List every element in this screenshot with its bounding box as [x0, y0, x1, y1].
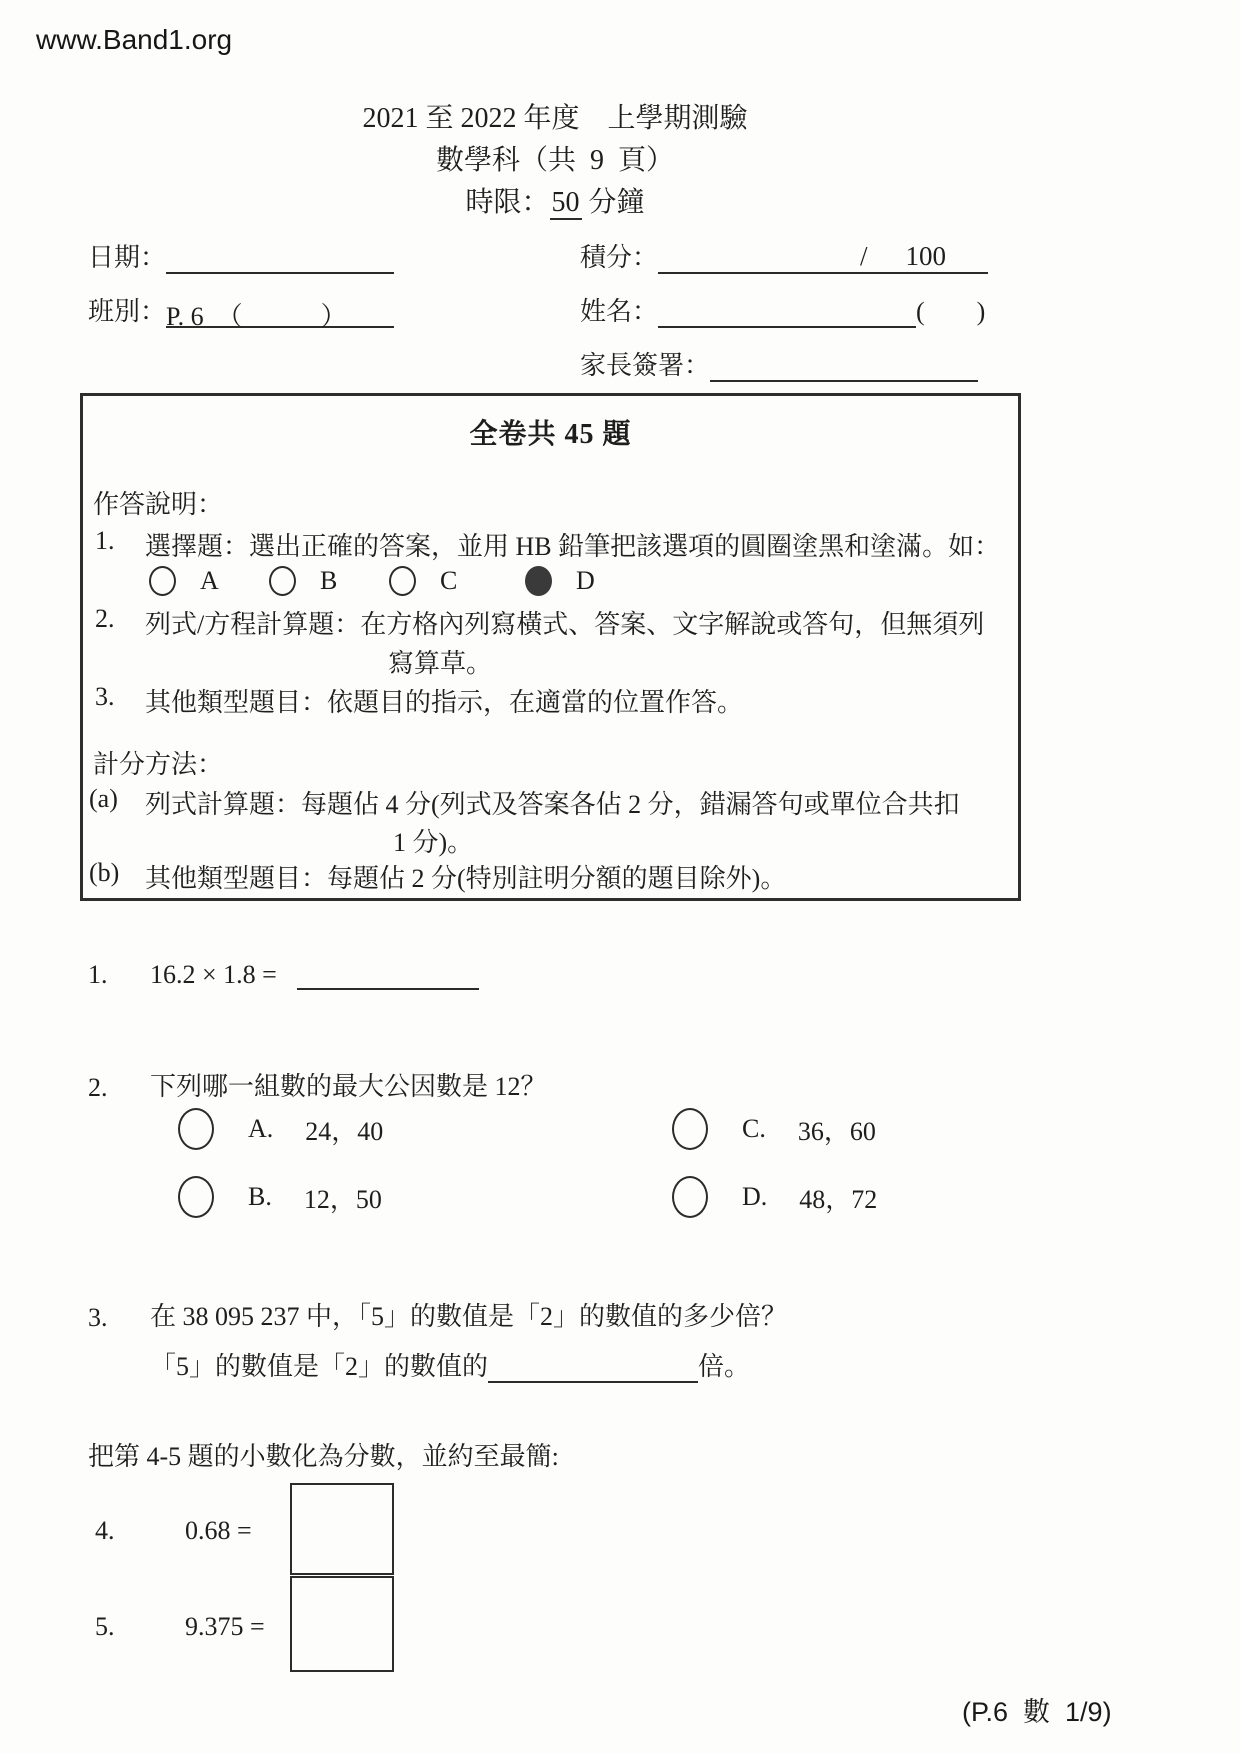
class-blank[interactable]: P. 6 （ ）	[166, 296, 394, 328]
bubble-d-filled-icon	[525, 566, 552, 596]
date-blank[interactable]	[166, 242, 394, 274]
name-class-number-parens: ( )	[916, 297, 986, 326]
question-3-answer-blank[interactable]	[488, 1351, 698, 1383]
sample-option-d-label: D	[576, 566, 595, 595]
guide-item-2-text-line2: 寫算草。	[388, 649, 493, 678]
answer-guide-heading: 作答說明：	[93, 490, 224, 519]
score-total: 100	[905, 241, 947, 271]
option-d-bubble-icon[interactable]	[672, 1176, 708, 1218]
name-field	[580, 292, 985, 328]
question-4-text: 0.68 =	[185, 1516, 252, 1545]
question-4-number: 4.	[95, 1516, 115, 1545]
paper-title-block	[0, 98, 1110, 224]
sample-option-a	[149, 564, 219, 598]
option-a-label: A.	[248, 1114, 274, 1143]
option-c-label: C.	[742, 1114, 766, 1143]
question-2	[88, 1066, 547, 1103]
question-5-number: 5.	[95, 1612, 115, 1641]
sample-option-d	[525, 564, 595, 598]
question-1-number: 1.	[88, 960, 108, 989]
instruction-box	[80, 393, 1021, 901]
section-4-5-heading	[88, 1436, 559, 1473]
option-c-value: 36，60	[797, 1116, 876, 1146]
parent-signature-label: 家長簽署：	[580, 351, 711, 380]
page-footer: (P.6 數 1/9)	[962, 1697, 1112, 1727]
scoring-b-text: 其他類型題目：每題佔 2 分(特別註明分額的題目除外)。	[145, 864, 787, 893]
parent-signature-blank[interactable]	[710, 350, 978, 382]
date-field	[88, 238, 394, 274]
guide-item-2-num: 2.	[95, 604, 115, 633]
time-limit-prefix: 時限：	[465, 187, 550, 218]
guide-item-1-num: 1.	[95, 526, 115, 555]
score-blank[interactable]	[658, 241, 988, 274]
question-3-text-line1: 在 38 095 237 中，「5」的數值是「2」的數值的多少倍？	[150, 1302, 788, 1331]
site-watermark: www.Band1.org	[36, 24, 233, 55]
scoring-b-num: (b)	[89, 858, 120, 887]
question-1	[88, 958, 479, 990]
sample-option-b	[269, 564, 337, 598]
class-field	[88, 292, 394, 331]
bubble-c-icon	[389, 566, 416, 596]
option-b-value: 12，50	[303, 1184, 382, 1214]
time-limit-suffix: 分鐘	[581, 187, 645, 218]
total-questions-title: 全卷共 45 題	[469, 419, 632, 450]
option-b-label: B.	[248, 1182, 272, 1211]
question-3-number: 3.	[88, 1303, 108, 1332]
parent-signature-field	[580, 346, 978, 382]
time-limit-value: 50	[551, 187, 580, 218]
sample-option-c	[389, 564, 457, 598]
name-label: 姓名：	[580, 297, 659, 326]
question-1-text: 16.2 × 1.8 =	[150, 960, 277, 989]
question-2-option-b	[178, 1176, 382, 1218]
question-4	[95, 1516, 252, 1546]
class-label: 班別：	[88, 297, 167, 326]
option-a-bubble-icon[interactable]	[178, 1108, 214, 1150]
score-field	[580, 238, 988, 274]
question-3	[88, 1296, 787, 1333]
scoring-a-num: (a)	[89, 784, 118, 813]
question-5-text: 9.375 =	[185, 1612, 265, 1641]
paper-title-subject: 數學科（共 9 頁）	[435, 145, 674, 176]
question-5	[95, 1612, 265, 1642]
date-label: 日期：	[88, 243, 167, 272]
guide-item-3-text: 其他類型題目：依題目的指示，在適當的位置作答。	[145, 688, 744, 717]
scoring-a-text-line2: 1 分)。	[393, 828, 474, 857]
question-2-number: 2.	[88, 1073, 108, 1102]
scoring-heading: 計分方法：	[93, 750, 224, 779]
option-d-value: 48，72	[799, 1184, 878, 1214]
guide-item-2-text-line1: 列式/方程計算題：在方格內列寫橫式、答案、文字解說或答句，但無須列	[145, 610, 985, 639]
bubble-a-icon	[149, 566, 176, 596]
option-d-label: D.	[742, 1182, 768, 1211]
score-slash: /	[860, 241, 868, 271]
question-2-option-a	[178, 1108, 383, 1150]
option-b-bubble-icon[interactable]	[178, 1176, 214, 1218]
question-4-answer-box[interactable]	[290, 1483, 394, 1575]
scoring-a-text-line1: 列式計算題：每題佔 4 分(列式及答案各佔 2 分，錯漏答句或單位合共扣	[145, 790, 960, 819]
question-3-answer-line	[150, 1346, 750, 1383]
question-5-answer-box[interactable]	[290, 1576, 394, 1672]
guide-item-1-text: 選擇題：選出正確的答案，並用 HB 鉛筆把該選項的圓圈塗黑和塗滿。如：	[145, 532, 1001, 561]
question-3-text-line2-suffix: 倍。	[698, 1352, 751, 1381]
name-blank[interactable]	[658, 296, 916, 328]
section-4-5-text: 把第 4-5 題的小數化為分數，並約至最簡:	[88, 1442, 559, 1471]
paper-title-year: 2021 至 2022 年度 上學期測驗	[362, 103, 748, 134]
question-2-option-c	[672, 1108, 876, 1150]
option-c-bubble-icon[interactable]	[672, 1108, 708, 1150]
question-2-text: 下列哪一組數的最大公因數是 12？	[150, 1072, 547, 1101]
score-label: 積分：	[580, 243, 659, 272]
question-1-answer-blank[interactable]	[297, 958, 479, 990]
guide-item-3-num: 3.	[95, 682, 115, 711]
question-2-option-d	[672, 1176, 877, 1218]
paper-time-limit	[0, 182, 1110, 224]
question-3-text-line2-prefix: 「5」的數值是「2」的數值的	[150, 1352, 489, 1381]
option-a-value: 24，40	[305, 1116, 384, 1146]
sample-option-b-label: B	[320, 566, 338, 595]
sample-option-a-label: A	[200, 566, 219, 595]
bubble-b-icon	[269, 566, 296, 596]
sample-option-c-label: C	[440, 566, 458, 595]
